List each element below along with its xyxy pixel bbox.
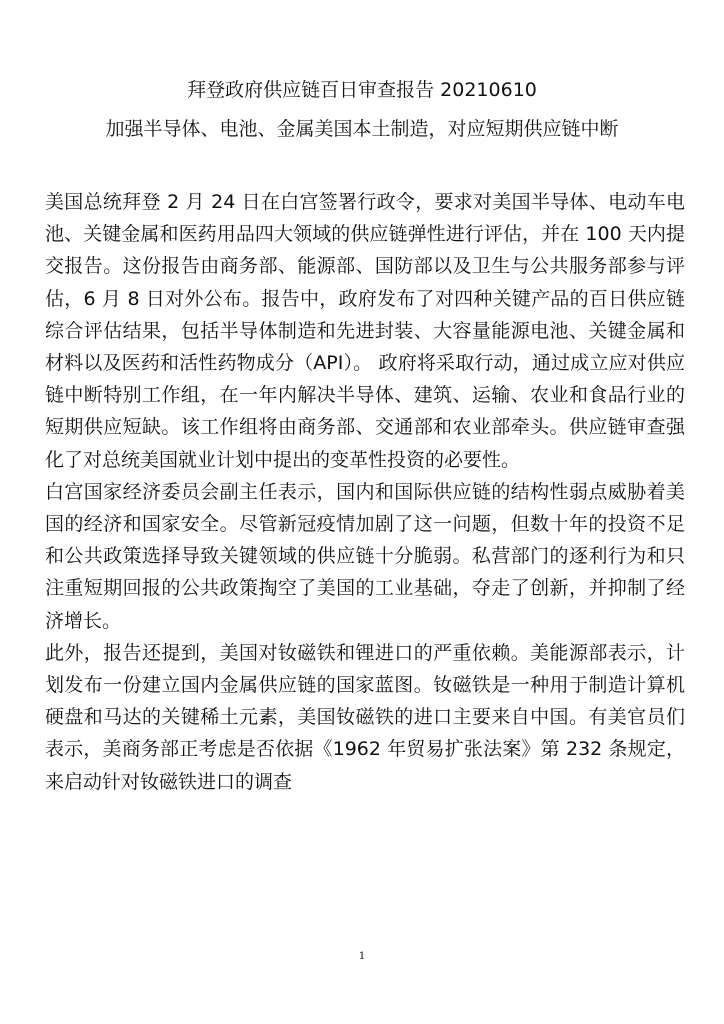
document-body (45, 186, 685, 798)
document-subtitle: 加强半导体、电池、金属美国本土制造，对应短期供应链中断 (105, 118, 619, 140)
page-number: 1 (358, 951, 366, 962)
paragraph-2: 白宫国家经济委员会副主任表示，国内和国际供应链的结构性弱点威胁着美国的经济和国家安全。尽管新冠疫情加剧了这一问题，但数十年的投资不足和公共政策选择导致关键领域的供应链十分脆弱。私营部门的逐利行为和只注重短期回报的公共政策掏空了美国的工业基础，夺走了创新，并抑制了经济增长。 (45, 480, 685, 632)
paragraph-3: 此外，报告还提到，美国对钕磁铁和锂进口的严重依赖。美能源部表示，计划发布一份建立国内金属供应链的国家蓝图。钕磁铁是一种用于制造计算机硬盘和马达的关键稀土元素，美国钕磁铁的进口主要来自中国。有美官员们表示，美商务部正考虑是否依据《1962 年贸易扩张法案》第 232 条规定，来启动针对钕磁铁进口的调查 (45, 641, 685, 793)
document-title: 拜登政府供应链百日审查报告 20210610 (187, 79, 537, 101)
paragraph-1: 美国总统拜登 2 月 24 日在白宫签署行政令，要求对美国半导体、电动车电池、关键金属和医药用品四大领域的供应链弹性进行评估，并在 100 天内提交报告。这份报告由商务部、能源部、国防部以及卫生与公共服务部参与评估，6 月 8 日对外公布。报告中，政府发布了对四种关键产品的百日供应链综合评估结果，包括半导体制造和先进封装、大容量能源电池、关键金属和材料以及医药和活性药物成分（API）。 政府将采取行动，通过成立应对供应链中断特别工作组，在一年内解决半导体、建筑、运输、农业和食品行业的短期供应短缺。该工作组将由商务部、交通部和农业部牵头。供应链审查强化了对总统美国就业计划中提出的变革性投资的必要性。 (45, 191, 685, 471)
